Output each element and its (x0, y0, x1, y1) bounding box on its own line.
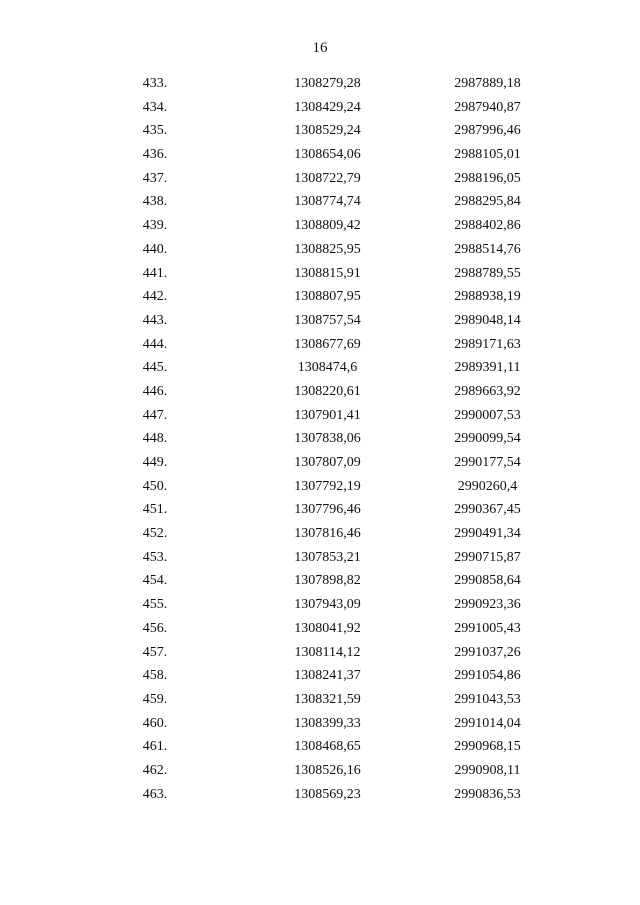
table-row (0, 262, 640, 286)
x-coordinate-cell: 1308468,65 (294, 739, 361, 755)
point-number-cell: 463. (142, 786, 168, 802)
y-coordinate-cell: 2990367,45 (454, 502, 521, 518)
x-coordinate-cell: 1307853,21 (294, 549, 361, 565)
point-number-cell: 436. (142, 147, 168, 163)
table-row (0, 475, 640, 499)
table-row (0, 96, 640, 120)
point-number-cell: 448. (142, 431, 168, 447)
point-number-cell: 459. (142, 691, 168, 707)
page-number: 16 (312, 40, 328, 56)
table-row (0, 451, 640, 475)
table-row (0, 783, 640, 807)
x-coordinate-cell: 1308815,91 (294, 265, 361, 281)
y-coordinate-cell: 2991054,86 (454, 668, 521, 684)
x-coordinate-cell: 1308569,23 (294, 786, 361, 802)
y-coordinate-cell: 2991043,53 (454, 691, 521, 707)
x-coordinate-cell: 1308825,95 (294, 241, 361, 257)
table-row (0, 333, 640, 357)
x-coordinate-cell: 1308474,6 (297, 360, 358, 376)
table-row (0, 238, 640, 262)
x-coordinate-cell: 1307838,06 (294, 431, 361, 447)
y-coordinate-cell: 2990968,15 (454, 739, 521, 755)
x-coordinate-cell: 1308114,12 (294, 644, 361, 660)
table-row (0, 735, 640, 759)
y-coordinate-cell: 2988295,84 (454, 194, 521, 210)
point-number-cell: 455. (142, 597, 168, 613)
table-row (0, 427, 640, 451)
point-number-cell: 451. (142, 502, 168, 518)
x-coordinate-cell: 1307796,46 (294, 502, 361, 518)
point-number-cell: 442. (142, 289, 168, 305)
x-coordinate-cell: 1307943,09 (294, 597, 361, 613)
table-row (0, 285, 640, 309)
point-number-cell: 440. (142, 241, 168, 257)
x-coordinate-cell: 1307898,82 (294, 573, 361, 589)
table-row (0, 356, 640, 380)
x-coordinate-cell: 1308321,59 (294, 691, 361, 707)
point-number-cell: 434. (142, 99, 168, 115)
x-coordinate-cell: 1307901,41 (294, 407, 361, 423)
y-coordinate-cell: 2990491,34 (454, 526, 521, 542)
table-row (0, 498, 640, 522)
table-row (0, 214, 640, 238)
point-number-cell: 458. (142, 668, 168, 684)
table-row (0, 546, 640, 570)
x-coordinate-cell: 1307792,19 (294, 478, 361, 494)
point-number-cell: 445. (142, 360, 168, 376)
table-row (0, 617, 640, 641)
table-row (0, 380, 640, 404)
x-coordinate-cell: 1308677,69 (294, 336, 361, 352)
point-number-cell: 461. (142, 739, 168, 755)
y-coordinate-cell: 2991005,43 (454, 620, 521, 636)
point-number-cell: 453. (142, 549, 168, 565)
table-row (0, 712, 640, 736)
table-row (0, 72, 640, 96)
table-row (0, 641, 640, 665)
point-number-cell: 438. (142, 194, 168, 210)
y-coordinate-cell: 2990858,64 (454, 573, 521, 589)
point-number-cell: 446. (142, 383, 168, 399)
point-number-cell: 449. (142, 455, 168, 470)
point-number-cell: 457. (142, 644, 168, 660)
table-row (0, 404, 640, 428)
table-row (0, 119, 640, 143)
table-row (0, 309, 640, 333)
x-coordinate-cell: 1308399,33 (294, 715, 361, 731)
y-coordinate-cell: 2987889,18 (454, 76, 521, 91)
point-number-cell: 437. (142, 170, 168, 186)
y-coordinate-cell: 2991037,26 (454, 644, 521, 660)
point-number-cell: 441. (142, 265, 168, 281)
table-row (0, 569, 640, 593)
x-coordinate-cell: 1307816,46 (294, 526, 361, 542)
coordinates-table (0, 72, 640, 806)
point-number-cell: 450. (142, 478, 168, 494)
y-coordinate-cell: 2990260,4 (457, 478, 518, 494)
point-number-cell: 435. (142, 123, 168, 139)
x-coordinate-cell: 1308757,54 (294, 312, 361, 328)
y-coordinate-cell: 2990923,36 (454, 597, 521, 613)
y-coordinate-cell: 2988514,76 (454, 241, 521, 257)
x-coordinate-cell: 1308279,28 (294, 76, 361, 91)
y-coordinate-cell: 2990715,87 (454, 549, 521, 565)
table-row (0, 593, 640, 617)
point-number-cell: 454. (142, 573, 168, 589)
table-row (0, 167, 640, 191)
x-coordinate-cell: 1308774,74 (294, 194, 361, 210)
table-row (0, 190, 640, 214)
point-number-cell: 443. (142, 312, 168, 328)
x-coordinate-cell: 1308429,24 (294, 99, 361, 115)
y-coordinate-cell: 2988402,86 (454, 218, 521, 234)
x-coordinate-cell: 1308809,42 (294, 218, 361, 234)
x-coordinate-cell: 1307807,09 (294, 455, 361, 470)
y-coordinate-cell: 2990177,54 (454, 455, 521, 470)
y-coordinate-cell: 2990908,11 (454, 762, 521, 778)
x-coordinate-cell: 1308220,61 (294, 383, 361, 399)
table-row (0, 522, 640, 546)
point-number-cell: 439. (142, 218, 168, 234)
y-coordinate-cell: 2989663,92 (454, 383, 521, 399)
x-coordinate-cell: 1308526,16 (294, 762, 361, 778)
y-coordinate-cell: 2987940,87 (454, 99, 521, 115)
y-coordinate-cell: 2989171,63 (454, 336, 521, 352)
y-coordinate-cell: 2990836,53 (454, 786, 521, 802)
y-coordinate-cell: 2989048,14 (454, 312, 521, 328)
point-number-cell: 460. (142, 715, 168, 731)
y-coordinate-cell: 2988789,55 (454, 265, 521, 281)
x-coordinate-cell: 1308807,95 (294, 289, 361, 305)
x-coordinate-cell: 1308241,37 (294, 668, 361, 684)
point-number-cell: 444. (142, 336, 168, 352)
y-coordinate-cell: 2990007,53 (454, 407, 521, 423)
x-coordinate-cell: 1308722,79 (294, 170, 361, 186)
table-row (0, 688, 640, 712)
table-row (0, 664, 640, 688)
x-coordinate-cell: 1308654,06 (294, 147, 361, 163)
table-row (0, 759, 640, 783)
x-coordinate-cell: 1308041,92 (294, 620, 361, 636)
y-coordinate-cell: 2988938,19 (454, 289, 521, 305)
y-coordinate-cell: 2990099,54 (454, 431, 521, 447)
point-number-cell: 452. (142, 526, 168, 542)
y-coordinate-cell: 2991014,04 (454, 715, 521, 731)
y-coordinate-cell: 2988105,01 (454, 147, 521, 163)
point-number-cell: 433. (142, 76, 168, 91)
point-number-cell: 456. (142, 620, 168, 636)
y-coordinate-cell: 2987996,46 (454, 123, 521, 139)
y-coordinate-cell: 2989391,11 (454, 360, 521, 376)
table-row (0, 143, 640, 167)
y-coordinate-cell: 2988196,05 (454, 170, 521, 186)
x-coordinate-cell: 1308529,24 (294, 123, 361, 139)
point-number-cell: 447. (142, 407, 168, 423)
point-number-cell: 462. (142, 762, 168, 778)
